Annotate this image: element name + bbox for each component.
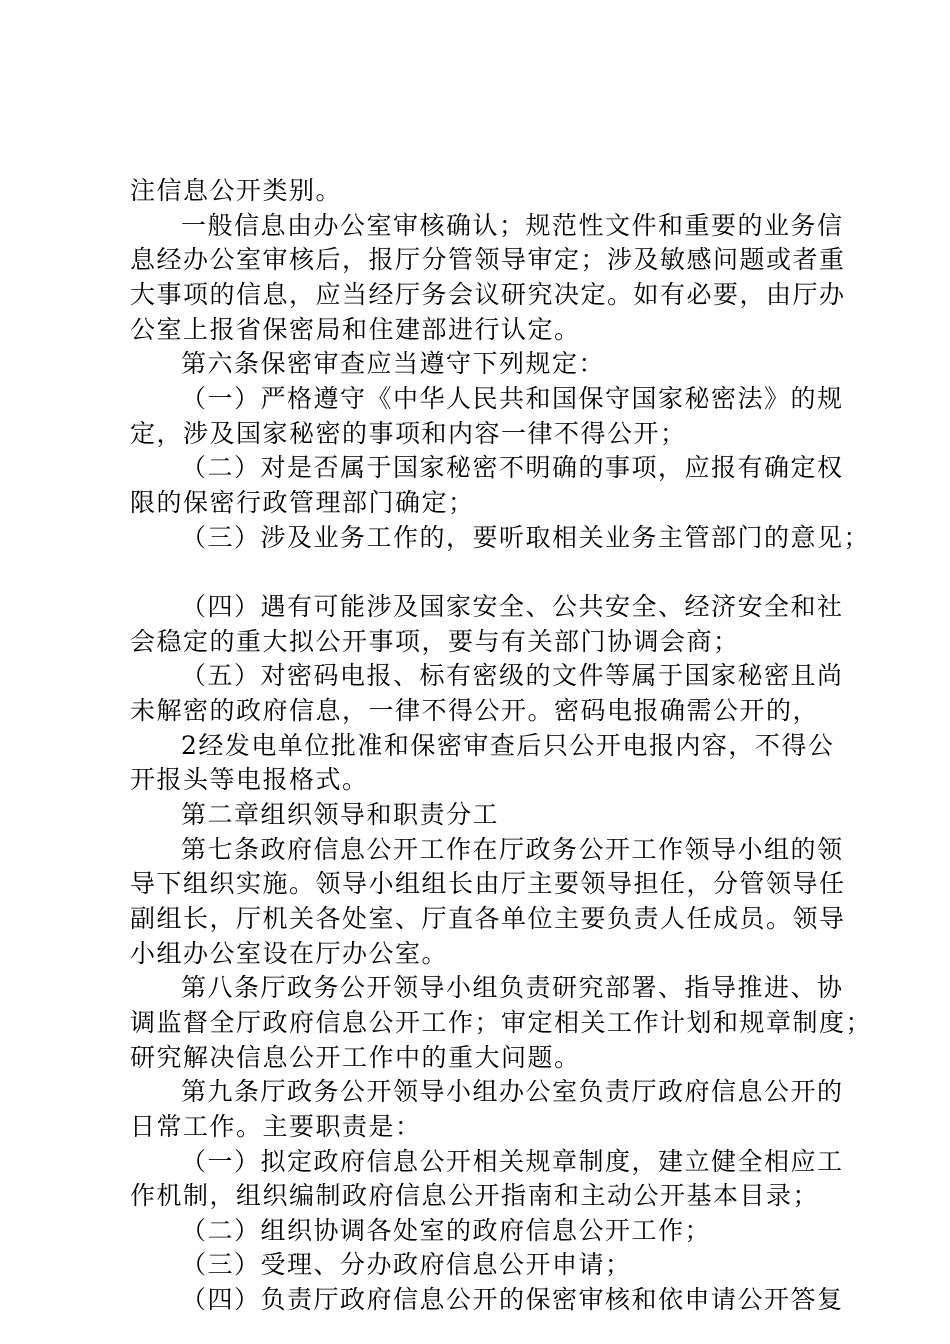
text-line: 息经办公室审核后，报厅分管领导审定；涉及敏感问题或者重	[130, 245, 846, 274]
text-line: （五）对密码电报、标有密级的文件等属于国家秘密且尚	[181, 661, 844, 690]
text-line: 开报头等电报格式。	[130, 765, 369, 794]
text-line: 第六条保密审查应当遵守下列规定：	[181, 349, 606, 378]
text-line: 大事项的信息，应当经厅务会议研究决定。如有必要，由厅办	[130, 280, 846, 309]
text-line: 第八条厅政务公开领导小组负责研究部署、指导推进、协	[181, 973, 844, 1002]
text-line: （四）遇有可能涉及国家安全、公共安全、经济安全和社	[181, 592, 844, 621]
text-line: 日常工作。主要职责是：	[130, 1112, 422, 1141]
text-line: 未解密的政府信息，一律不得公开。密码电报确需公开的，	[130, 696, 820, 725]
text-line: 第九条厅政务公开领导小组办公室负责厅政府信息公开的	[181, 1077, 844, 1106]
text-line: 限的保密行政管理部门确定；	[130, 488, 475, 517]
text-line: （二）对是否属于国家秘密不明确的事项，应报有确定权	[181, 453, 844, 482]
text-line: （三）受理、分办政府信息公开申请；	[181, 1250, 632, 1279]
text-line: （二）组织协调各处室的政府信息公开工作；	[181, 1216, 712, 1245]
text-line: 作机制，组织编制政府信息公开指南和主动公开基本目录；	[130, 1181, 820, 1210]
text-line: 定，涉及国家秘密的事项和内容一律不得公开；	[130, 419, 687, 448]
text-line: 研究解决信息公开工作中的重大问题。	[130, 1043, 581, 1072]
text-line: 小组办公室设在厅办公室。	[130, 939, 449, 968]
text-line: 2经发电单位批准和保密审查后只公开电报内容，不得公	[181, 731, 835, 760]
text-line: （四）负责厅政府信息公开的保密审核和依申请公开答复	[181, 1285, 844, 1314]
text-line: 导下组织实施。领导小组组长由厅主要领导担任，分管领导任	[130, 869, 846, 898]
text-line: （一）拟定政府信息公开相关规章制度，建立健全相应工	[181, 1147, 844, 1176]
text-line: 公室上报省保密局和住建部进行认定。	[130, 315, 581, 344]
text-line: 注信息公开类别。	[130, 176, 343, 205]
text-line: 会稳定的重大拟公开事项，要与有关部门协调会商；	[130, 627, 740, 656]
text-line: 第七条政府信息公开工作在厅政务公开工作领导小组的领	[181, 835, 844, 864]
text-line: （三）涉及业务工作的，要听取相关业务主管部门的意见；	[181, 523, 871, 552]
text-line: （一）严格遵守《中华人民共和国保守国家秘密法》的规	[181, 384, 844, 413]
text-line: 一般信息由办公室审核确认；规范性文件和重要的业务信	[181, 211, 844, 240]
section-heading: 第二章组织领导和职责分工	[181, 800, 500, 829]
text-line: 调监督全厅政府信息公开工作；审定相关工作计划和规章制度；	[130, 1008, 873, 1037]
text-line: 副组长，厅机关各处室、厅直各单位主要负责人任成员。领导	[130, 904, 846, 933]
